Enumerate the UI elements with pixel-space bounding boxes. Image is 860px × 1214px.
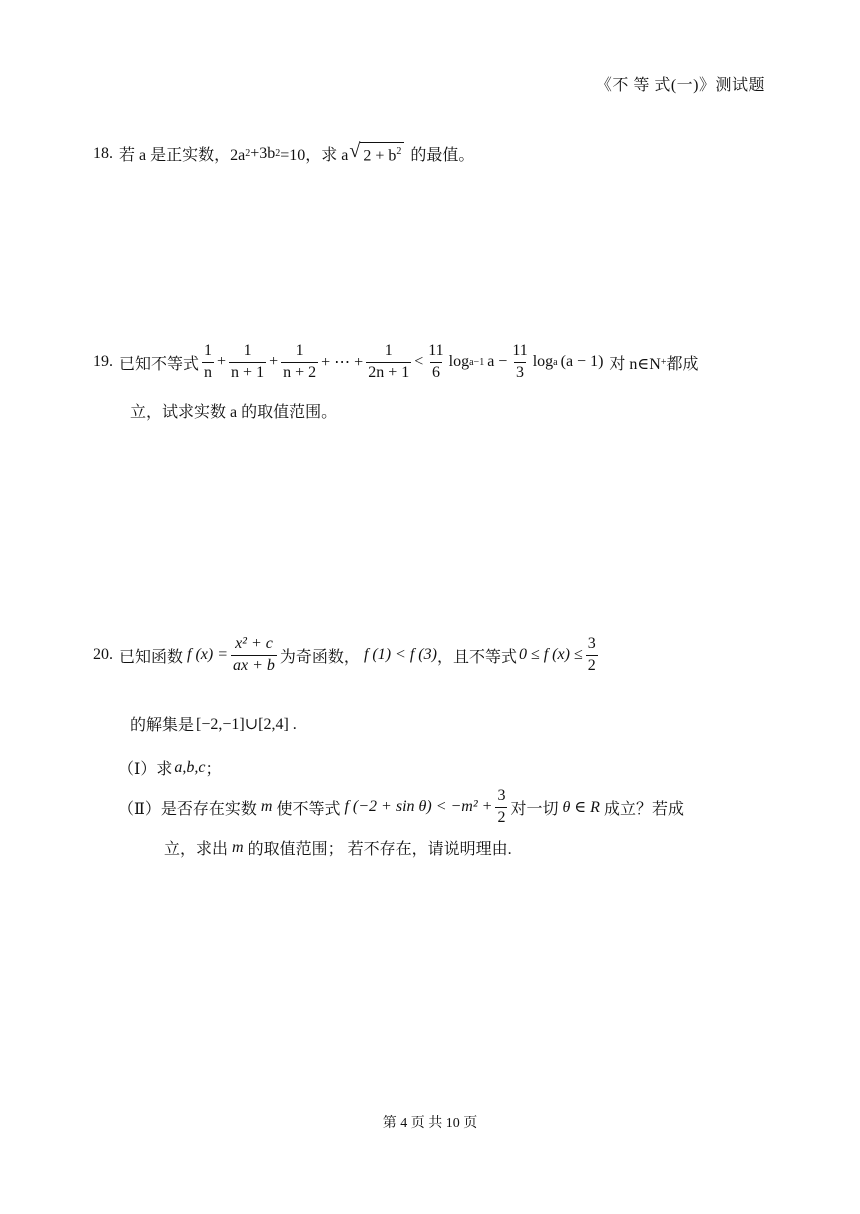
question-19 [93, 343, 698, 382]
fraction-1-over-n: $\frac{1}{n}$ [204, 342, 213, 381]
q20-condition: f (1) < f (3) [363, 646, 437, 664]
log-1: log [448, 353, 470, 371]
q20-mid2: ，且不等式 [436, 648, 517, 666]
sqrt-expression [349, 142, 404, 165]
part-2-end: 成立？若成 [603, 800, 684, 818]
less-than: < [414, 353, 424, 371]
q18-text-c: =10，求 a [280, 147, 349, 165]
page-footer: 第 4 页 共 10 页 [382, 1116, 478, 1131]
q18-number: 18. [93, 144, 113, 162]
page-header-title: 《不 等 式(一)》测试题 [595, 77, 765, 94]
q18-radicand: 2 + b [363, 147, 397, 165]
q19-line2: 立，试求实数 a 的取值范围。 [130, 404, 338, 421]
q19-lead: 已知不等式 [119, 355, 200, 373]
fraction-11-over-6: $\frac{11}{6}$ [428, 342, 444, 381]
fraction-3-over-2-part-2: $\frac{3}{2}$ [497, 787, 506, 826]
question-18 [93, 142, 474, 165]
part-2-line2-b: 的取值范围； 若不存在，请说明理由. [247, 841, 512, 858]
part-1-end: ； [205, 761, 222, 778]
part-2-label: （Ⅱ）是否存在实数 [118, 800, 257, 818]
part-2-tail: 对一切 [510, 800, 559, 818]
question-20 [93, 636, 601, 675]
log-1-base: a−1 [469, 356, 485, 368]
q20-lead: 已知函数 [119, 648, 184, 666]
ellipsis: + ⋯ + [321, 354, 364, 372]
log-2-arg: (a − 1) [560, 353, 604, 371]
q20-part-1 [118, 756, 221, 779]
fraction-1-over-2n-plus-1: $\frac{1}{2n + 1}$ [368, 342, 410, 381]
q20-line2 [130, 712, 297, 735]
fraction-1-over-n-plus-2: $\frac{1}{n + 2}$ [283, 342, 317, 381]
q18-radicand-sup: 2 [396, 146, 402, 157]
log-2: log [532, 353, 554, 371]
part-2-mid: 使不等式 [276, 800, 341, 818]
q18-text-a: 若 a 是正实数，2a [119, 147, 246, 165]
part-1-label: （Ⅰ）求 [118, 761, 173, 778]
q20-number: 20. [93, 646, 113, 664]
q20-part-2 [118, 788, 684, 827]
part-2-theta: θ ∈ R [562, 799, 600, 817]
q20-part-2-line2 [164, 836, 512, 859]
part-2-line2-a: 立，求出 [164, 841, 229, 858]
q20-line2-text: 的解集是 [130, 717, 195, 734]
log-2-base: a [553, 356, 558, 368]
fraction-11-over-3: $\frac{11}{3}$ [512, 342, 528, 381]
q18-sup1: 2 [245, 148, 251, 160]
q20-mid: 为奇函数， [279, 648, 360, 666]
q20-fx: f (x) = [187, 646, 229, 664]
q18-text-b: +3b [250, 144, 276, 162]
q19-number: 19. [93, 353, 113, 371]
part-1-vars: a,b,c [174, 758, 206, 776]
plus-sign: + [269, 353, 279, 371]
q18-sup2: 2 [275, 148, 281, 160]
fraction-3-over-2: $\frac{3}{2}$ [587, 635, 596, 674]
q18-text-d: 的最值。 [410, 147, 475, 165]
q19-tail: 对 n∈N [609, 355, 661, 373]
q20-solution-set: [−2,−1]∪[2,4] . [196, 715, 297, 733]
part-2-m: m [260, 798, 273, 816]
log-1-arg: a − [487, 353, 508, 371]
q19-tail-sub: + [660, 356, 667, 368]
fraction-1-over-n-plus-1: $\frac{1}{n + 1}$ [231, 342, 265, 381]
part-2-expression: f (−2 + sin θ) < −m² + [344, 798, 493, 816]
radical-sign-icon: √ [349, 140, 361, 162]
plus-sign: + [217, 353, 227, 371]
q20-function-fraction: $\frac{\text{x² + c}}{ax + b}$ [233, 635, 275, 674]
q19-tail-end: 都成 [666, 355, 699, 373]
part-2-line2-m: m [232, 838, 244, 856]
q20-inequality: 0 ≤ f (x) ≤ [518, 646, 583, 664]
